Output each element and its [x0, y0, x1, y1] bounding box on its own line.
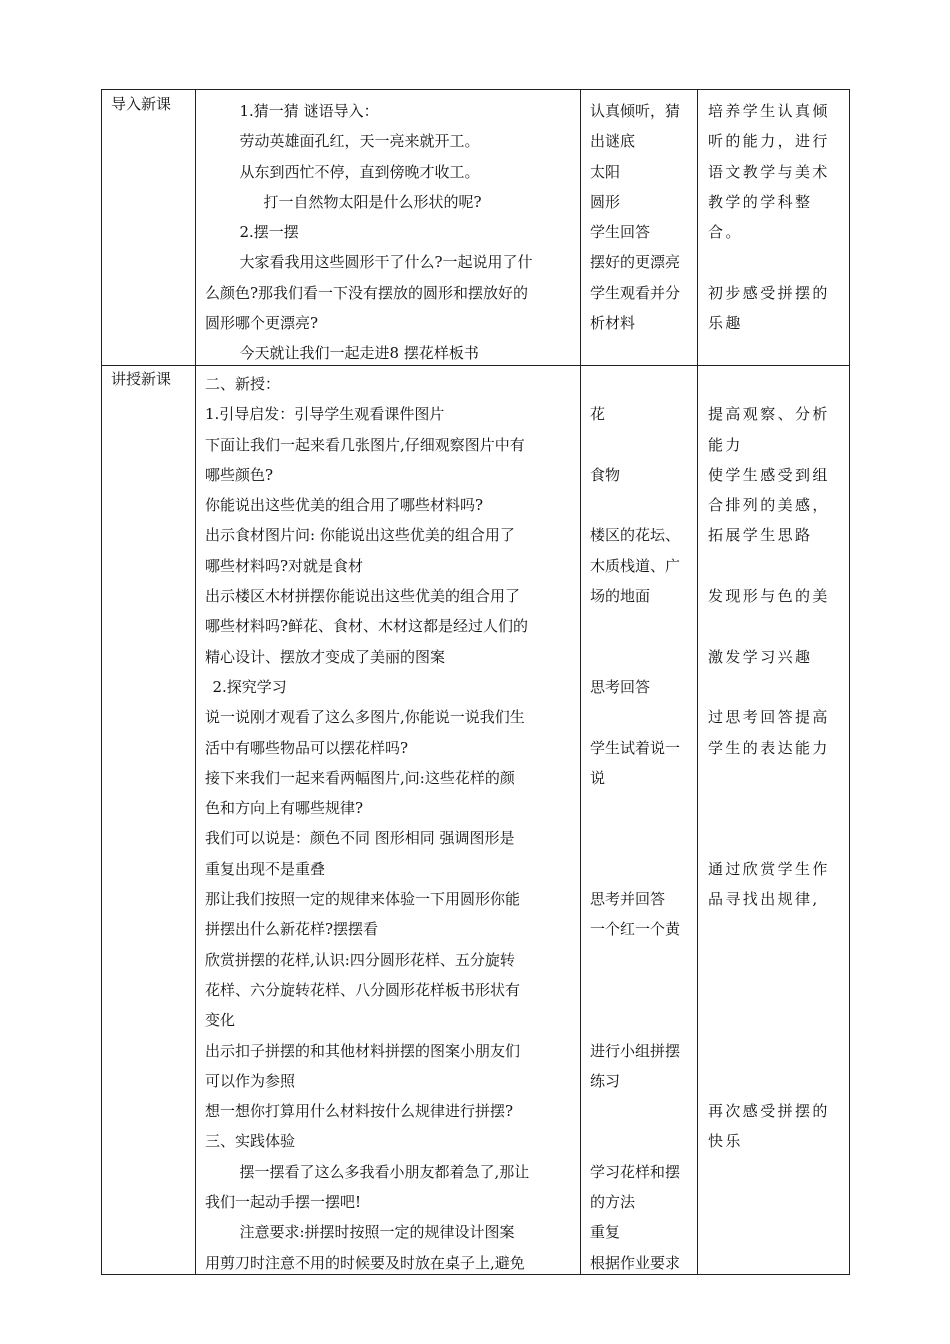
teacher-line: 从东到西忙不停，直到傍晚才收工。 — [239, 162, 480, 181]
teacher-line: 活中有哪些物品可以摆花样吗? — [205, 738, 409, 757]
teacher-line: 花样、六分旋转花样、八分圆形花样板书形状有 — [205, 980, 521, 999]
teacher-line: 出示扣子拼摆的和其他材料拼摆的图案小朋友们 — [205, 1041, 521, 1060]
intent-line: 能力 — [708, 435, 743, 454]
student-line: 练习 — [590, 1071, 621, 1090]
teacher-line: 哪些材料吗?鲜花、食材、木材这都是经过人们的 — [205, 617, 529, 636]
teacher-line: 你能说出这些优美的组合用了哪些材料吗? — [205, 496, 484, 515]
student-line: 圆形 — [590, 192, 621, 211]
teacher-line: 接下来我们一起来看两幅图片,问:这些花样的颜 — [205, 768, 515, 787]
teacher-line: 色和方向上有哪些规律? — [205, 799, 364, 818]
teacher-line: 说一说刚才观看了这么多图片,你能说一说我们生 — [205, 708, 525, 727]
teacher-line: 重复出现不是重叠 — [205, 859, 326, 878]
teacher-line: 么颜色?那我们看一下没有摆放的圆形和摆放好的 — [205, 283, 529, 302]
student-line — [590, 369, 694, 399]
teacher-line: 用剪刀时注意不用的时候要及时放在桌子上,避免 — [205, 1253, 525, 1272]
teacher-line: 圆形哪个更漂亮? — [205, 314, 319, 333]
intent-line — [708, 763, 846, 793]
student-line: 的方法 — [590, 1193, 636, 1212]
intent-line: 初步感受拼摆的 — [708, 283, 830, 302]
student-line: 析材料 — [590, 314, 636, 333]
student-activity-new-lesson — [590, 369, 694, 1278]
teacher-line: 三、实践体验 — [205, 1132, 296, 1151]
intent-line — [708, 1187, 846, 1217]
intent-line: 发现形与色的美 — [708, 587, 830, 606]
intent-line — [708, 975, 846, 1005]
column-divider-student — [697, 89, 698, 1275]
student-activity-intro — [590, 96, 694, 369]
teacher-line: 劳动英雄面孔红，天一亮来就开工。 — [239, 132, 480, 151]
table-right-border — [849, 89, 850, 1275]
teacher-line: 2.探究学习 — [212, 677, 287, 696]
intent-line — [708, 1005, 846, 1035]
teacher-line: 出示食材图片问: 你能说出这些优美的组合用了 — [205, 526, 515, 545]
student-line: 花 — [590, 405, 606, 424]
teacher-line: 下面让我们一起来看几张图片,仔细观察图片中有 — [205, 435, 525, 454]
column-divider-stage — [195, 89, 196, 1275]
student-line: 食物 — [590, 465, 621, 484]
student-line — [590, 823, 694, 853]
intent-line: 通过欣赏学生作 — [708, 859, 830, 878]
student-line — [590, 1096, 694, 1126]
intent-line: 合排列的美感， — [708, 496, 830, 515]
table-top-border — [101, 89, 850, 90]
intent-line — [708, 338, 846, 368]
student-line: 太阳 — [590, 162, 621, 181]
student-line — [590, 490, 694, 520]
intent-line — [708, 1036, 846, 1066]
teacher-line: 精心设计、摆放才变成了美丽的图案 — [205, 647, 446, 666]
intent-line — [708, 1248, 846, 1278]
teacher-line: 1.猜一猜 谜语导入： — [239, 102, 379, 120]
intent-line: 再次感受拼摆的 — [708, 1102, 830, 1121]
teacher-line: 注意要求:拼摆时按照一定的规律设计图案 — [239, 1223, 515, 1242]
intent-line: 乐趣 — [708, 314, 743, 333]
student-line: 根据作业要求 — [590, 1253, 681, 1272]
teacher-line: 2.摆一摆 — [239, 223, 299, 242]
teacher-line: 那让我们按照一定的规律来体验一下用圆形你能 — [205, 890, 521, 909]
teacher-line: 哪些材料吗?对就是食材 — [205, 556, 364, 575]
student-line — [590, 1005, 694, 1035]
design-intent-new-lesson — [708, 369, 846, 1278]
design-intent-intro — [708, 96, 846, 369]
intent-line — [708, 914, 846, 944]
student-line: 出谜底 — [590, 132, 636, 151]
intent-line — [708, 672, 846, 702]
teacher-line: 欣赏拼摆的花样,认识:四分圆形花样、五分旋转 — [205, 950, 515, 969]
intent-line: 学生的表达能力 — [708, 738, 830, 757]
teacher-line: 大家看我用这些圆形干了什么?一起说用了什 — [239, 253, 533, 272]
student-line: 场的地面 — [590, 587, 651, 606]
student-line: 楼区的花坛、 — [590, 526, 681, 545]
student-line — [590, 854, 694, 884]
student-line — [590, 430, 694, 460]
student-line — [590, 945, 694, 975]
column-divider-teacher — [580, 89, 581, 1275]
teacher-line: 想一想你打算用什么材料按什么规律进行拼摆? — [205, 1102, 514, 1121]
stage-label-intro: 导入新课 — [111, 95, 172, 113]
teacher-line: 变化 — [205, 1011, 236, 1030]
student-line: 思考并回答 — [590, 890, 666, 909]
intent-line: 快乐 — [708, 1132, 743, 1151]
intent-line — [708, 369, 846, 399]
student-line — [590, 975, 694, 1005]
intent-line: 语文教学与美术 — [708, 162, 830, 181]
student-line: 学习花样和摆 — [590, 1162, 681, 1181]
teacher-line: 我们一起动手摆一摆吧! — [205, 1193, 362, 1212]
student-line: 思考回答 — [590, 677, 651, 696]
student-line: 进行小组拼摆 — [590, 1041, 681, 1060]
intent-line — [708, 247, 846, 277]
student-line — [590, 611, 694, 641]
intent-line — [708, 1066, 846, 1096]
intent-line — [708, 551, 846, 581]
student-line: 认真倾听，猜 — [590, 102, 681, 120]
intent-line: 品寻找出规律, — [708, 890, 820, 909]
intent-line: 激发学习兴趣 — [708, 647, 813, 666]
student-line: 一个红一个黄 — [590, 920, 681, 939]
teacher-activity-intro — [205, 96, 577, 369]
intent-line — [708, 823, 846, 853]
student-line: 学生试着说一 — [590, 738, 681, 757]
student-line: 重复 — [590, 1223, 621, 1242]
intent-line — [708, 1217, 846, 1247]
teacher-line: 哪些颜色? — [205, 465, 274, 484]
teacher-line: 1.引导启发：引导学生观看课件图片 — [205, 405, 445, 424]
intent-line: 使学生感受到组 — [708, 465, 830, 484]
student-line: 学生观看并分 — [590, 283, 681, 302]
intent-line — [708, 793, 846, 823]
intent-line: 拓展学生思路 — [708, 526, 813, 545]
stage-label-new-lesson: 讲授新课 — [111, 370, 172, 388]
intent-line — [708, 945, 846, 975]
intent-line: 提高观察、分析 — [708, 405, 830, 424]
student-line — [590, 338, 694, 368]
teacher-line: 我们可以说是：颜色不同 图形相同 强调图形是 — [205, 829, 515, 848]
teacher-line: 摆一摆看了这么多我看小朋友都着急了,那让 — [239, 1162, 530, 1181]
teacher-line: 拼摆出什么新花样?摆摆看 — [205, 920, 379, 939]
student-line: 木质栈道、广 — [590, 556, 681, 575]
intent-line: 听的能力，进行 — [708, 132, 830, 151]
teacher-line: 打一自然物太阳是什么形状的呢? — [263, 192, 482, 211]
teacher-line: 二、新授： — [205, 375, 281, 393]
intent-line — [708, 1157, 846, 1187]
teacher-line: 可以作为参照 — [205, 1071, 296, 1090]
intent-line: 培养学生认真倾 — [708, 102, 830, 120]
intent-line: 教学的学科整 — [708, 192, 813, 211]
teacher-activity-new-lesson — [205, 369, 577, 1278]
table-left-border — [101, 89, 102, 1275]
student-line: 说 — [590, 768, 606, 787]
student-line — [590, 642, 694, 672]
teacher-line: 出示楼区木材拼摆你能说出这些优美的组合用了 — [205, 587, 521, 606]
student-line: 学生回答 — [590, 223, 651, 242]
teacher-line: 今天就让我们一起走进8 摆花样板书 — [239, 344, 479, 363]
intent-line: 合。 — [708, 223, 743, 242]
student-line — [590, 1126, 694, 1156]
intent-line — [708, 611, 846, 641]
student-line — [590, 793, 694, 823]
student-line — [590, 702, 694, 732]
student-line: 摆好的更漂亮 — [590, 253, 681, 272]
intent-line: 过思考回答提高 — [708, 708, 830, 727]
